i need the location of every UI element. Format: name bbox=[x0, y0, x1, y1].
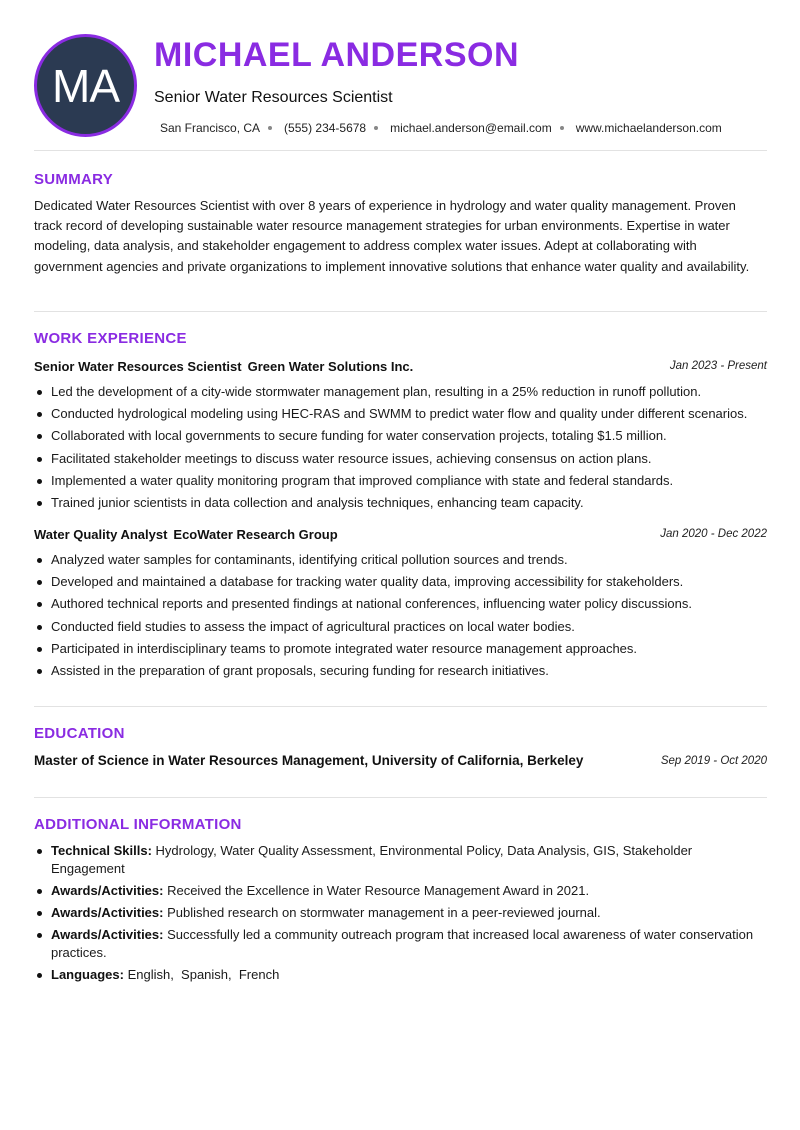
additional-info-list bbox=[34, 842, 767, 988]
list-item: Analyzed water samples for contaminants, identifying critical pollution sources and trends. bbox=[34, 549, 767, 571]
list-item: Facilitated stakeholder meetings to discuss water resource issues, achieving consensus on action plans. bbox=[34, 448, 767, 470]
list-item bbox=[34, 842, 767, 878]
item-label: Awards/Activities: bbox=[51, 927, 164, 942]
section-divider bbox=[34, 150, 767, 151]
section-divider bbox=[34, 797, 767, 798]
job-header bbox=[34, 527, 767, 545]
contact-location: San Francisco, CA bbox=[160, 121, 261, 135]
work-experience-heading: WORK EXPERIENCE bbox=[34, 330, 187, 347]
list-item bbox=[34, 926, 767, 962]
list-item: Implemented a water quality monitoring program that improved compliance with state and federal standards. bbox=[34, 470, 767, 492]
job-dates: Jan 2020 - Dec 2022 bbox=[660, 528, 767, 540]
resume-header bbox=[34, 34, 767, 138]
item-text: Hydrology, Water Quality Assessment, Environmental Policy, Data Analysis, GIS, Stakeholder Engagement bbox=[51, 843, 693, 876]
separator-dot bbox=[374, 126, 378, 130]
section-divider bbox=[34, 311, 767, 312]
list-item: Participated in interdisciplinary teams to promote integrated water resource management approaches. bbox=[34, 638, 767, 660]
list-item: Conducted hydrological modeling using HEC-RAS and SWMM to predict water flow and quality under different scenarios. bbox=[34, 403, 767, 425]
list-item bbox=[34, 966, 767, 984]
list-item bbox=[34, 904, 767, 922]
list-item: Trained junior scientists in data collection and analysis techniques, enhancing team capacity. bbox=[34, 492, 767, 514]
contact-email[interactable]: michael.anderson@email.com bbox=[390, 121, 552, 135]
job-title: Senior Water Resources Scientist bbox=[154, 89, 393, 106]
job-company: Green Water Solutions Inc. bbox=[247, 359, 414, 374]
item-label: Awards/Activities: bbox=[51, 883, 164, 898]
education-entry bbox=[34, 753, 767, 771]
separator-dot bbox=[560, 126, 564, 130]
separator-dot bbox=[268, 126, 272, 130]
item-label: Languages: bbox=[51, 967, 124, 982]
list-item bbox=[34, 882, 767, 900]
degree: Master of Science in Water Resources Management, University of California, Berkeley bbox=[34, 753, 584, 768]
item-label: Technical Skills: bbox=[51, 843, 152, 858]
item-label: Awards/Activities: bbox=[51, 905, 164, 920]
item-text: English, Spanish, French bbox=[123, 967, 280, 982]
contact-phone[interactable]: (555) 234-5678 bbox=[284, 121, 367, 135]
list-item: Developed and maintained a database for tracking water quality data, improving accessibility for stakeholders. bbox=[34, 571, 767, 593]
item-text: Published research on stormwater management in a peer-reviewed journal. bbox=[163, 905, 601, 920]
summary-text: Dedicated Water Resources Scientist with over 8 years of experience in hydrology and water quality management. Proven track record of developing sustainable water resource management strategies for urban environments. Expertise in water modeling, data analysis, and stakeholder engagement to address complex water issues. Adept at collaborating with government agencies and private organizations to implement innovative solutions that enhance water quality and availability. bbox=[34, 198, 750, 274]
summary-heading: SUMMARY bbox=[34, 171, 114, 188]
item-text: Successfully led a community outreach program that increased local awareness of water conservation practices. bbox=[51, 927, 754, 960]
job-role: Water Quality Analyst bbox=[34, 527, 168, 542]
candidate-name: MICHAEL ANDERSON bbox=[154, 36, 520, 74]
education-dates: Sep 2019 - Oct 2020 bbox=[660, 755, 767, 767]
list-item: Authored technical reports and presented findings at national conferences, influencing water policy discussions. bbox=[34, 593, 767, 615]
contact-line bbox=[160, 121, 722, 135]
list-item: Conducted field studies to assess the impact of agricultural practices on local water bodies. bbox=[34, 616, 767, 638]
job-company: EcoWater Research Group bbox=[173, 527, 338, 542]
section-divider bbox=[34, 706, 767, 707]
list-item: Led the development of a city-wide stormwater management plan, resulting in a 25% reduction in runoff pollution. bbox=[34, 381, 767, 403]
job-bullets bbox=[34, 381, 767, 514]
job-bullets bbox=[34, 549, 767, 682]
item-text: Received the Excellence in Water Resource Management Award in 2021. bbox=[163, 883, 590, 898]
job-header bbox=[34, 359, 767, 377]
avatar: MA bbox=[34, 34, 137, 137]
education-heading: EDUCATION bbox=[34, 725, 125, 742]
additional-info-heading: ADDITIONAL INFORMATION bbox=[34, 816, 242, 833]
job-role: Senior Water Resources Scientist bbox=[34, 359, 242, 374]
job-dates: Jan 2023 - Present bbox=[669, 360, 767, 372]
list-item: Collaborated with local governments to secure funding for water conservation projects, totaling $1.5 million. bbox=[34, 425, 767, 447]
list-item: Assisted in the preparation of grant proposals, securing funding for research initiatives. bbox=[34, 660, 767, 682]
contact-website[interactable]: www.michaelanderson.com bbox=[575, 121, 722, 135]
